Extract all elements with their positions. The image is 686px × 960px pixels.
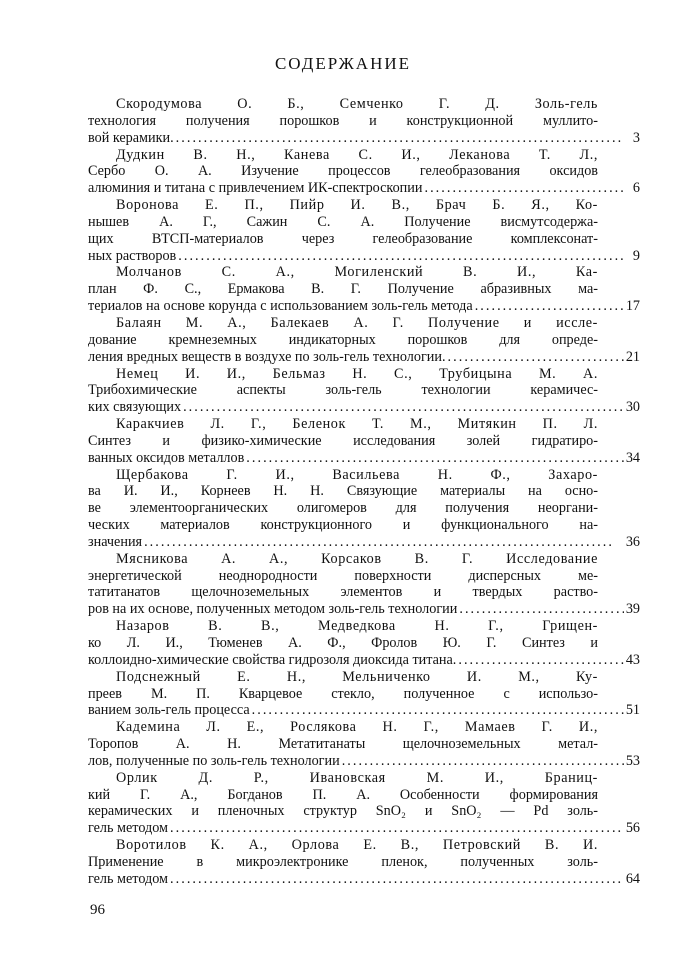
entry-line: щих ВТСП-материалов через гелеобразование комплексонат- bbox=[88, 230, 598, 247]
entry-page-number: 6 bbox=[632, 180, 640, 197]
entry-line: преев М. П. Кварцевое стекло, полученное с использо- bbox=[88, 685, 598, 702]
entry-last-line bbox=[88, 702, 640, 719]
toc-entry bbox=[88, 618, 640, 669]
entry-page-number: 56 bbox=[625, 820, 640, 837]
dot-leader bbox=[448, 349, 624, 366]
entry-line: энергетической неоднородности поверхности дисперсных ме- bbox=[88, 567, 598, 584]
entry-line: Балаян М. А., Балекаев А. Г. Получение и иссле- bbox=[116, 314, 598, 331]
entry-last-line bbox=[88, 871, 640, 888]
entry-last-line bbox=[88, 180, 640, 197]
entry-line: коллоидно-химические свойства гидрозоля диоксида титана. bbox=[88, 651, 457, 668]
entry-line: Воротилов К. А., Орлова Е. В., Петровский В. И. bbox=[116, 837, 598, 854]
entry-line: Трибохимические аспекты золь-гель технологии керамичес- bbox=[88, 382, 598, 399]
entry-last-line bbox=[88, 450, 640, 467]
entry-last-line bbox=[88, 534, 640, 551]
entry-page-number: 51 bbox=[625, 702, 640, 719]
entry-last-line bbox=[88, 349, 640, 366]
toc-entry bbox=[88, 837, 640, 888]
entry-line: ва И. И., Корнеев Н. Н. Связующие материалы на осно- bbox=[88, 483, 598, 500]
entry-line: Скородумова О. Б., Семченко Г. Д. Золь-гель bbox=[116, 96, 598, 112]
entry-last-line bbox=[88, 601, 640, 618]
entry-line: Синтез и физико-химические исследования золей гидратиро- bbox=[88, 432, 598, 449]
entry-line: Немец И. И., Бельмаз Н. С., Трубицына М. А. bbox=[116, 365, 598, 382]
entry-last-line bbox=[88, 298, 640, 315]
entry-line: нышев А. Г., Сажин С. А. Получение висмутсодержа- bbox=[88, 213, 598, 230]
dot-leader bbox=[176, 130, 624, 147]
entry-line: Кадемина Л. Е., Рослякова Н. Г., Мамаев Г. И., bbox=[116, 719, 598, 736]
toc-entry bbox=[88, 315, 640, 366]
toc-entry bbox=[88, 669, 640, 720]
entry-line: ванных оксидов металлов bbox=[88, 449, 245, 466]
entry-line: Каракчиев Л. Г., Беленок Т. М., Митякин П. Л. bbox=[116, 416, 598, 433]
entry-line: Воронова Е. П., Пийр И. В., Брач Б. Я., Ко- bbox=[116, 197, 598, 214]
entry-page-number: 36 bbox=[625, 533, 640, 550]
entry-line: лов, полученные по золь-гель технологии bbox=[88, 752, 340, 769]
dot-leader bbox=[144, 534, 624, 551]
entry-page-number: 64 bbox=[625, 870, 640, 887]
page-number: 96 bbox=[90, 902, 105, 918]
entry-last-line bbox=[88, 130, 640, 147]
entry-line: Подснежный Е. Н., Мельниченко И. М., Ку- bbox=[116, 668, 598, 685]
toc-entry bbox=[88, 467, 640, 551]
entry-line: Сербо О. А. Изучение процессов гелеобразования оксидов bbox=[88, 163, 598, 180]
entry-line: ких связующих bbox=[88, 399, 182, 416]
toc-entry bbox=[88, 147, 640, 198]
entry-line: ных растворов bbox=[88, 247, 177, 264]
entry-last-line bbox=[88, 652, 640, 669]
entry-line: Назаров В. В., Медведкова Н. Г., Грищен- bbox=[116, 618, 598, 635]
entry-line: значения bbox=[88, 533, 143, 550]
dot-leader bbox=[183, 399, 624, 416]
entry-line: кий Г. А., Богданов П. А. Особенности формирования bbox=[88, 786, 598, 803]
entry-line: Молчанов С. А., Могиленский В. И., Ка- bbox=[116, 264, 598, 281]
entry-line: вой керамики. bbox=[88, 129, 174, 146]
table-of-contents bbox=[88, 96, 640, 888]
entry-page-number: 43 bbox=[625, 651, 640, 668]
entry-last-line bbox=[88, 820, 640, 837]
entry-line: гель методом bbox=[88, 870, 169, 887]
entry-line: керамических и пленочных структур SnO₂ и SnO₂ — Pd золь- bbox=[88, 803, 598, 820]
entry-line: ванием золь-гель процесса bbox=[88, 702, 250, 719]
dot-leader bbox=[170, 871, 624, 888]
entry-line: ческих материалов конструкционного и функционального на- bbox=[88, 517, 598, 534]
toc-entry bbox=[88, 416, 640, 467]
entry-line: ров на их основе, полученных методом золь-гель технологии bbox=[88, 601, 458, 618]
entry-line: Применение в микроэлектронике пленок, полученных золь- bbox=[88, 853, 598, 870]
entry-line: Орлик Д. Р., Ивановская М. И., Браниц- bbox=[116, 769, 598, 786]
entry-line: план Ф. С., Ермакова В. Г. Получение абразивных ма- bbox=[88, 281, 598, 298]
entry-page-number: 21 bbox=[625, 348, 640, 365]
entry-line: гель методом bbox=[88, 820, 169, 837]
entry-page-number: 39 bbox=[625, 601, 640, 618]
toc-entry bbox=[88, 551, 640, 618]
entry-line: ления вредных веществ в воздухе по золь-гель технологии. bbox=[88, 348, 446, 365]
dot-leader bbox=[342, 753, 624, 770]
entry-page-number: 53 bbox=[625, 752, 640, 769]
entry-last-line bbox=[88, 399, 640, 416]
entry-line: ве элементоорганических олигомеров для получения неоргани- bbox=[88, 500, 598, 517]
entry-page-number: 3 bbox=[632, 129, 640, 146]
toc-entry bbox=[88, 366, 640, 417]
entry-last-line bbox=[88, 753, 640, 770]
entry-page-number: 9 bbox=[632, 247, 640, 264]
entry-page-number: 34 bbox=[625, 449, 640, 466]
dot-leader bbox=[475, 298, 624, 315]
page-title: СОДЕРЖАНИЕ bbox=[274, 54, 412, 73]
dot-leader bbox=[459, 601, 623, 618]
entry-line: Дудкин В. Н., Канева С. И., Леканова Т. Л., bbox=[116, 146, 598, 163]
entry-line: татитанатов щелочноземельных элементов и твердых раство- bbox=[88, 584, 598, 601]
entry-page-number: 17 bbox=[625, 298, 640, 315]
toc-entry bbox=[88, 719, 640, 770]
entry-line: дование кремнеземных индикаторных порошков для опреде- bbox=[88, 331, 598, 348]
dot-leader bbox=[424, 180, 624, 197]
toc-entry bbox=[88, 96, 640, 147]
toc-entry bbox=[88, 770, 640, 837]
entry-last-line bbox=[88, 248, 640, 265]
dot-leader bbox=[178, 248, 624, 265]
entry-line: Щербакова Г. И., Васильева Н. Ф., Захаро- bbox=[116, 466, 598, 483]
dot-leader bbox=[252, 702, 624, 719]
entry-line: териалов на основе корунда с использованием золь-гель метода bbox=[88, 298, 473, 315]
toc-entry bbox=[88, 264, 640, 315]
entry-line: ко Л. И., Тюменев А. Ф., Фролов Ю. Г. Синтез и bbox=[88, 635, 598, 651]
dot-leader bbox=[246, 450, 624, 467]
toc-entry bbox=[88, 197, 640, 264]
entry-page-number: 30 bbox=[625, 399, 640, 416]
entry-line: алюминия и титана с привлечением ИК-спектроскопии bbox=[88, 180, 423, 197]
entry-line: Мясникова А. А., Корсаков В. Г. Исследование bbox=[116, 550, 598, 567]
entry-line: Торопов А. Н. Метатитанаты щелочноземельных метал- bbox=[88, 736, 598, 753]
dot-leader bbox=[458, 652, 623, 669]
entry-line: технология получения порошков и конструкционной муллито- bbox=[88, 112, 598, 129]
dot-leader bbox=[170, 820, 624, 837]
